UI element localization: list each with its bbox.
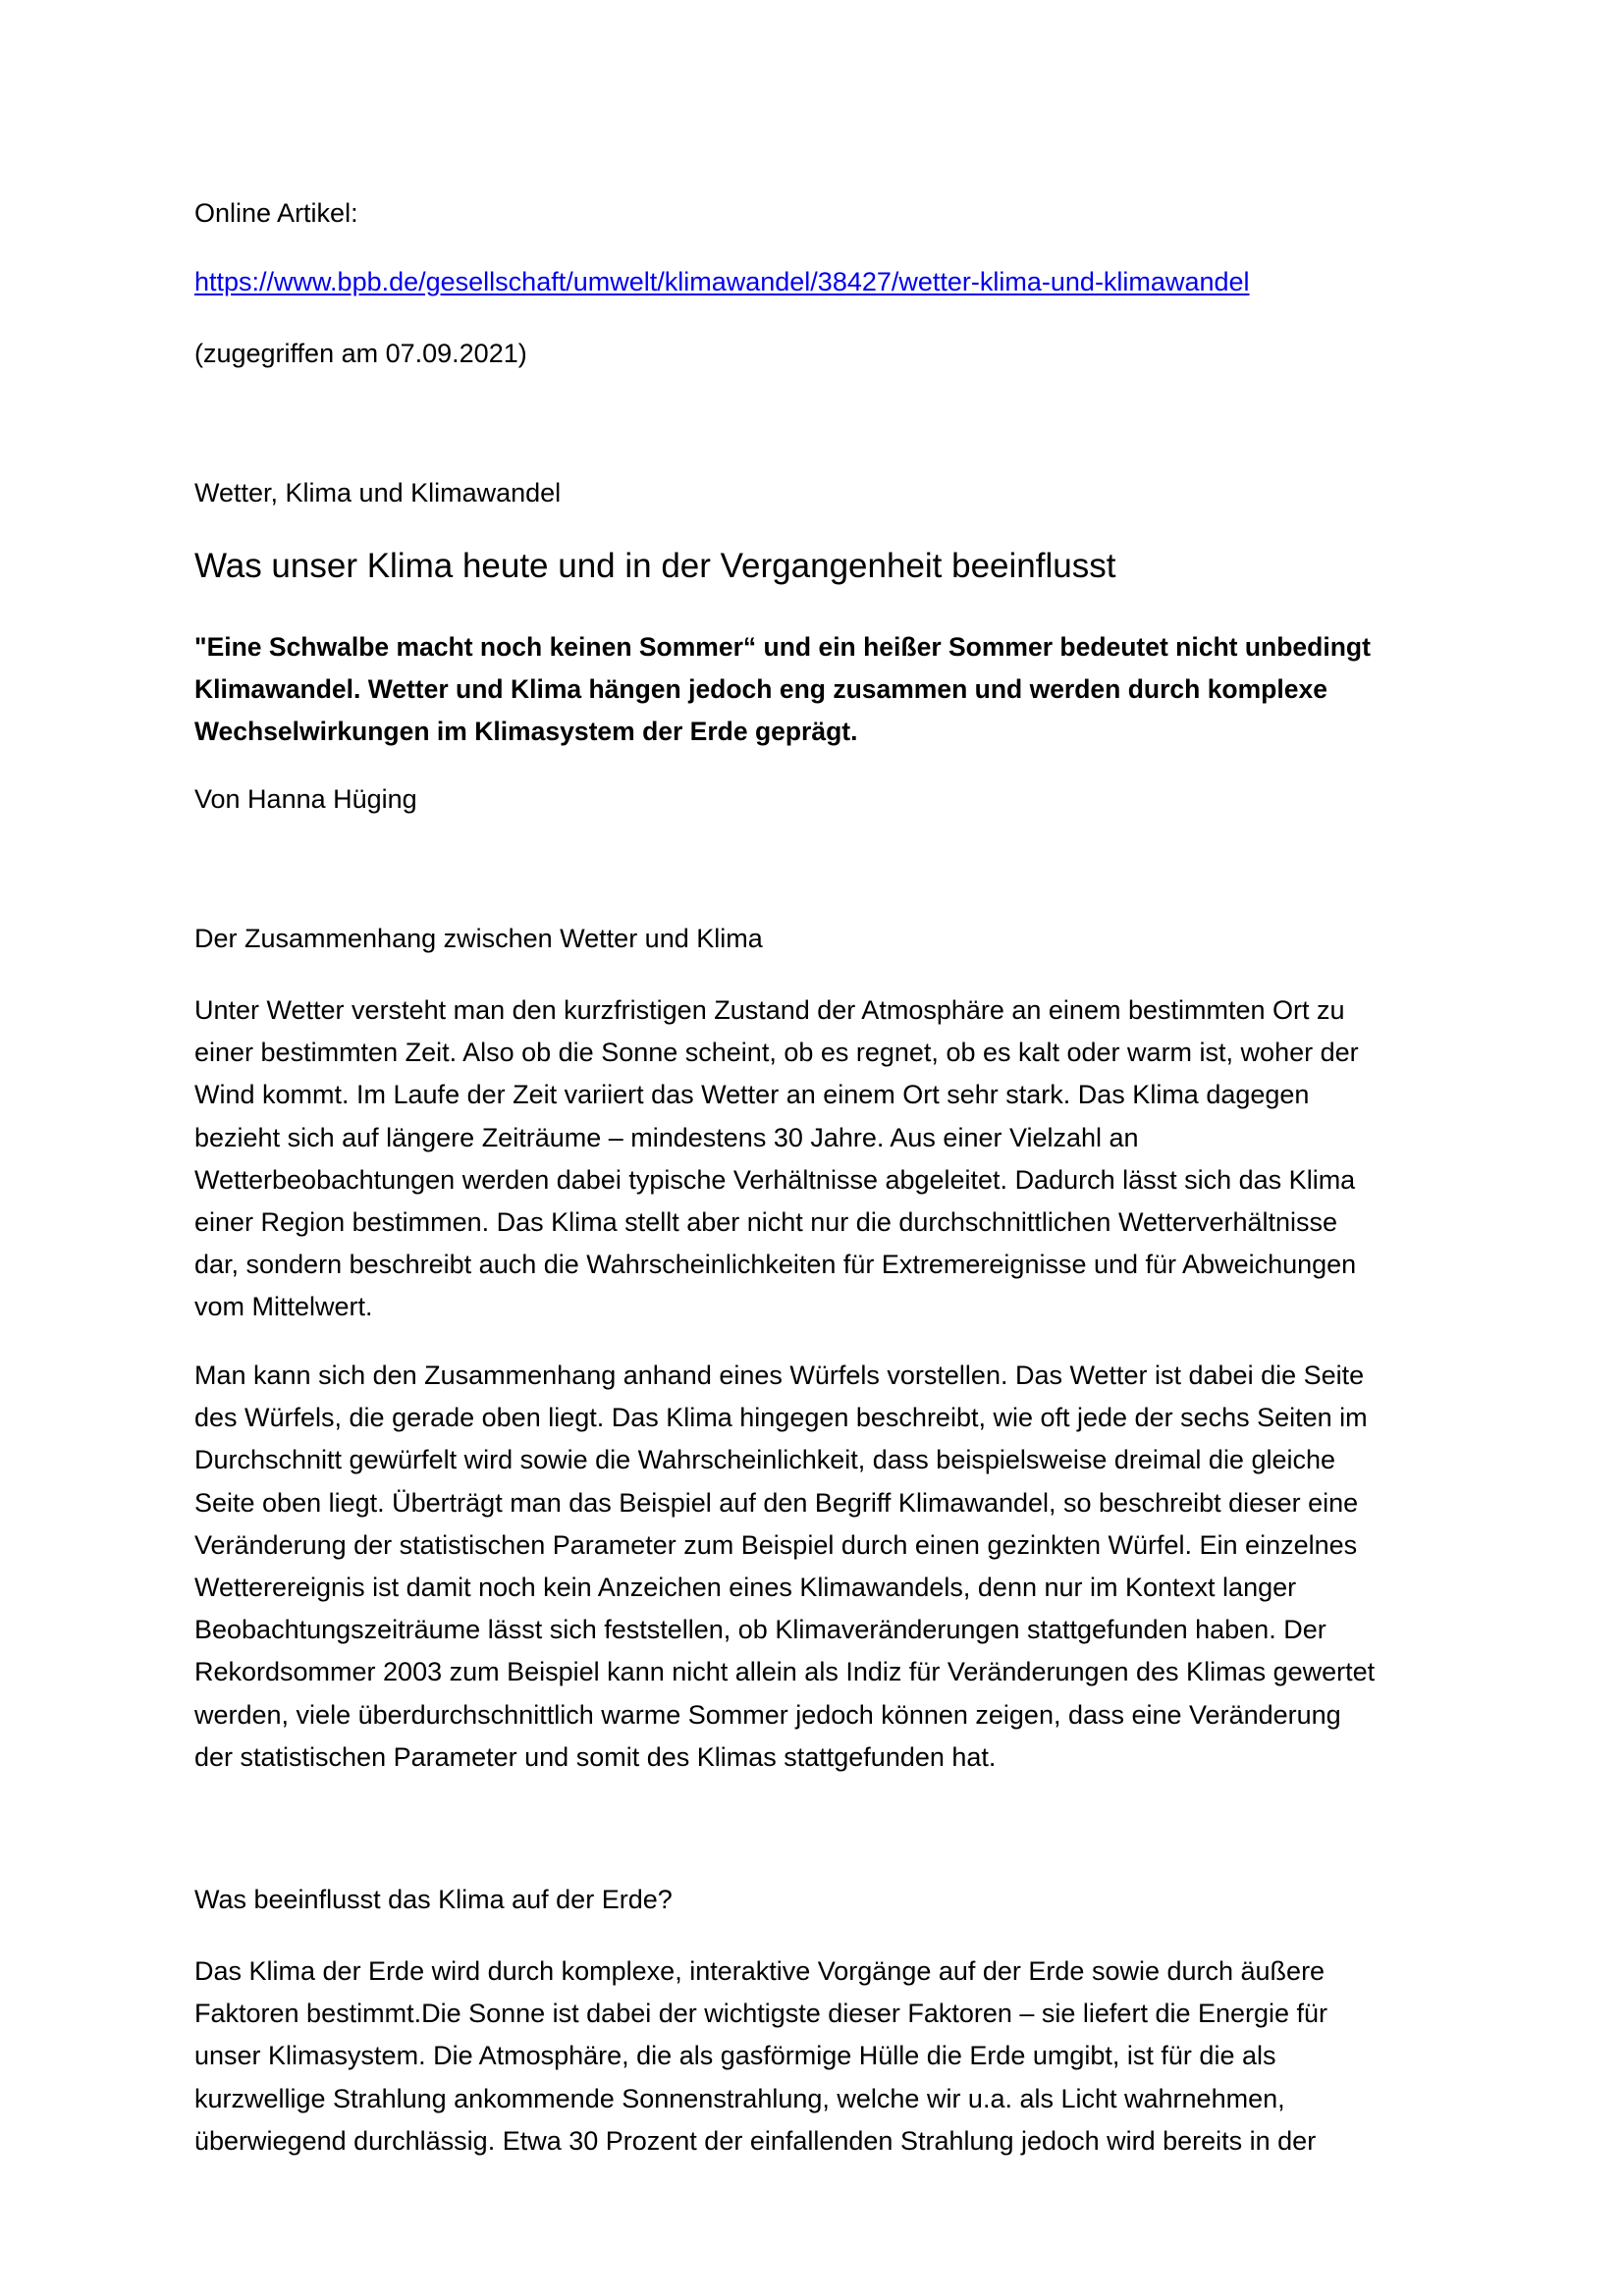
paragraph-line: der statistischen Parameter und somit des Klimas stattgefunden hat.	[194, 1741, 997, 1772]
paragraph-line: Wetterbeobachtungen werden dabei typische Verhältnisse abgeleitet. Dadurch lässt sich das Klima	[194, 1164, 1356, 1195]
paragraph-line: kurzwellige Strahlung ankommende Sonnenstrahlung, welche wir u.a. als Licht wahrnehmen,	[194, 2083, 1285, 2113]
paragraph-line: vom Mittelwert.	[194, 1292, 373, 1322]
article-lead	[194, 626, 1432, 753]
paragraph-line: dar, sondern beschreibt auch die Wahrscheinlichkeiten für Extremereignisse und für Abweichungen	[194, 1250, 1357, 1280]
paragraph-line: Veränderung der statistischen Parameter zum Beispiel durch einen gezinkten Würfel. Ein einzelnes	[194, 1529, 1358, 1560]
lead-line: Klimawandel. Wetter und Klima hängen jedoch eng zusammen und werden durch komplexe	[194, 674, 1327, 704]
lead-line: Wechselwirkungen im Klimasystem der Erde geprägt.	[194, 717, 858, 746]
lead-line: "Eine Schwalbe macht noch keinen Sommer“ und ein heißer Sommer bedeutet nicht unbedingt	[194, 632, 1371, 662]
paragraph-line: Beobachtungszeiträume lässt sich feststellen, ob Klimaveränderungen stattgefunden haben. Der	[194, 1615, 1326, 1645]
article-author: Von Hanna Hüging	[194, 784, 417, 814]
paragraph-line: Man kann sich den Zusammenhang anhand eines Würfels vorstellen. Das Wetter ist dabei die Seite	[194, 1361, 1365, 1390]
paragraph-line: Das Klima der Erde wird durch komplexe, interaktive Vorgänge auf der Erde sowie durch äußere	[194, 1956, 1326, 1986]
section-heading: Was beeinflusst das Klima auf der Erde?	[194, 1885, 673, 1914]
section-heading: Der Zusammenhang zwischen Wetter und Klima	[194, 924, 763, 953]
article-kicker: Wetter, Klima und Klimawandel	[194, 478, 562, 507]
paragraph	[194, 1950, 1432, 2163]
article-title: Was unser Klima heute und in der Vergangenheit beeinflusst	[194, 547, 1116, 585]
paragraph-line: bezieht sich auf längere Zeiträume – mindestens 30 Jahre. Aus einer Vielzahl an	[194, 1122, 1139, 1152]
paragraph-line: Durchschnitt gewürfelt wird sowie die Wahrscheinlichkeit, dass beispielsweise dreimal die gleiche	[194, 1445, 1336, 1475]
paragraph-line: Unter Wetter versteht man den kurzfristigen Zustand der Atmosphäre an einem bestimmten Ort zu	[194, 995, 1345, 1025]
paragraph-line: des Würfels, die gerade oben liegt. Das Klima hingegen beschreibt, wie oft jede der sechs Seiten im	[194, 1403, 1368, 1433]
source-link[interactable]: https://www.bpb.de/gesellschaft/umwelt/klimawandel/38427/wetter-klima-und-klimawandel	[194, 267, 1250, 296]
paragraph-line: einer Region bestimmen. Das Klima stellt aber nicht nur die durchschnittlichen Wetterverhältnisse	[194, 1207, 1338, 1238]
source-label: Online Artikel:	[194, 198, 358, 228]
paragraph-line: unser Klimasystem. Die Atmosphäre, die als gasförmige Hülle die Erde umgibt, ist für die als	[194, 2041, 1276, 2071]
paragraph-line: einer bestimmten Zeit. Also ob die Sonne scheint, ob es regnet, ob es kalt oder warm ist, woher der	[194, 1038, 1359, 1068]
paragraph-line: Wind kommt. Im Laufe der Zeit variiert das Wetter an einem Ort sehr stark. Das Klima dagegen	[194, 1080, 1310, 1110]
paragraph	[194, 1355, 1432, 1779]
paragraph-line: werden, viele überdurchschnittlich warme Sommer jedoch können zeigen, dass eine Veränderung	[194, 1699, 1341, 1730]
paragraph-line: Faktoren bestimmt.Die Sonne ist dabei der wichtigste dieser Faktoren – sie liefert die Energie für	[194, 1999, 1328, 2029]
source-accessed-date: (zugegriffen am 07.09.2021)	[194, 339, 527, 368]
paragraph-line: Seite oben liegt. Überträgt man das Beispiel auf den Begriff Klimawandel, so beschreibt dieser eine	[194, 1487, 1359, 1518]
paragraph-line: Wetterereignis ist damit noch kein Anzeichen eines Klimawandels, denn nur im Kontext langer	[194, 1573, 1297, 1603]
paragraph-line: Rekordsommer 2003 zum Beispiel kann nicht allein als Indiz für Veränderungen des Klimas gewertet	[194, 1657, 1376, 1687]
paragraph	[194, 989, 1432, 1329]
paragraph-line: überwiegend durchlässig. Etwa 30 Prozent der einfallenden Strahlung jedoch wird bereits in der	[194, 2125, 1317, 2156]
